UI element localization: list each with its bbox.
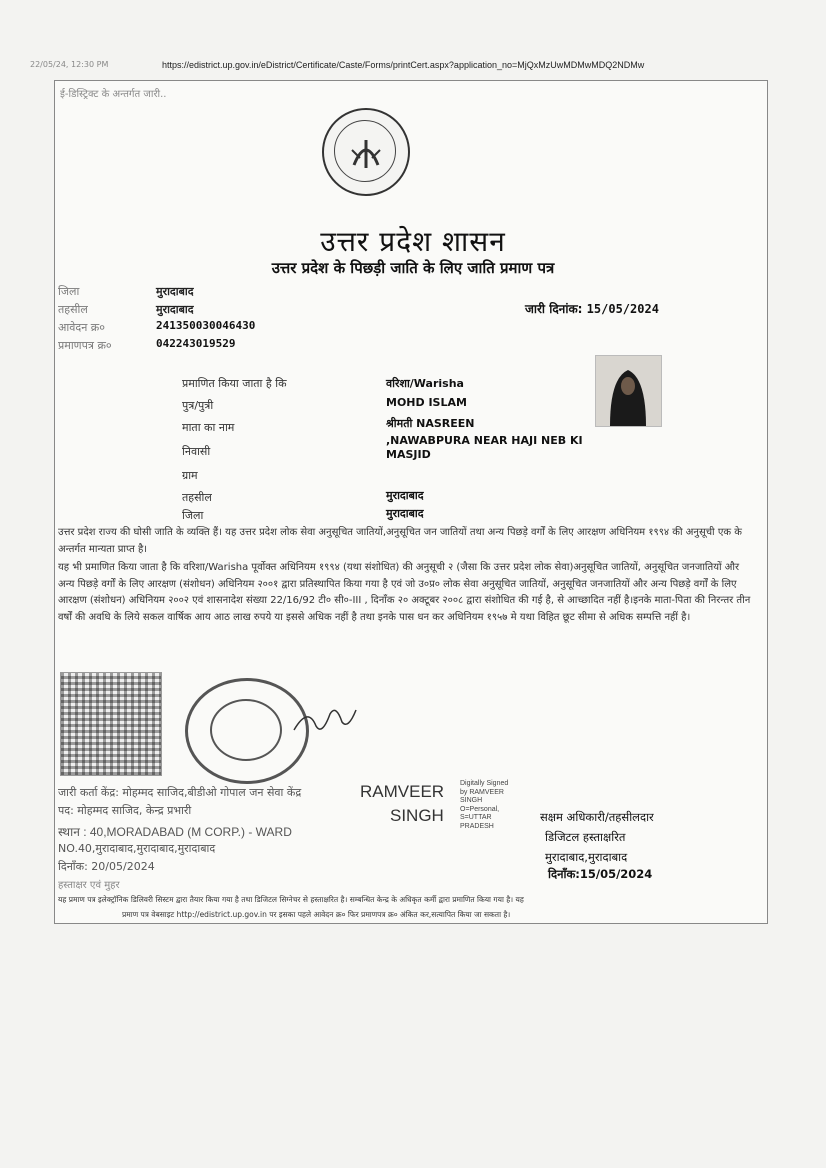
district-label: जिला <box>58 285 80 298</box>
detail-label-resident: निवासी <box>182 445 211 458</box>
detail-label-mother: माता का नाम <box>182 421 235 434</box>
certificate-paragraph-declaration: यह भी प्रमाणित किया जाता है कि वरिशा/Warisha पूर्वोक्त अधिनियम १९९४ (यथा संशोधित) की अनुसूची २ (जैसा कि उत्तर प्रदेश लोक सेवा)अनुसूचित जातियों, अनुसूचित जनजातियों और अन्य पिछड़े वर्गों के लिए आरक्षण (संशोधन) अधिनियम २००१ द्वारा प्रतिस्थापित किया गया है एवं जो उ०प्र० लोक सेवा अनुसूचित जातियों, अनुसूचित जनजातियों और अन्य पिछड़े वर्गों के लिए आरक्षण (संशोधन) अधिनियम २००२ एवं शासनादेश संख्या 22/16/92 टी० सी०-III , दिनाँक २० अक्टूबर २००८ द्वारा संशोधित की गई है, से आच्छादित नहीं है।इनके माता-पिता की निरन्तर तीन वर्षों की अवधि के लिये सकल वार्षिक आय आठ लाख रुपये या इससे अधिक नहीं है तथा इनके पास धन कर अधिनियम १९५७ मे यथा विहित छूट सीमा से अधिक सम्पत्ति नहीं है। <box>58 562 751 623</box>
tehsil-value: मुरादाबाद <box>156 303 194 316</box>
certificate-title: उत्तर प्रदेश के पिछड़ी जाति के लिए जाति प्रमाण पत्र <box>271 259 555 277</box>
issue-date-label: जारी दिनांक: <box>525 302 583 316</box>
detail-value-mother: श्रीमती NASREEN <box>386 417 475 430</box>
detail-label-certified: प्रमाणित किया जाता है कि <box>182 377 287 390</box>
issue-date <box>525 300 659 317</box>
detail-value-district: मुरादाबाद <box>386 507 424 520</box>
handwritten-signature <box>290 700 360 740</box>
digitally-signed-label: डिजिटल हस्ताक्षरित <box>545 830 626 844</box>
certificate-number-label: प्रमाणपत्र क्र० <box>58 339 112 352</box>
detail-label-village: ग्राम <box>182 469 198 482</box>
issued-under-note: ई-डिस्ट्रिक्ट के अन्तर्गत जारी.. <box>60 89 167 100</box>
application-number-label: आवेदन क्र० <box>58 321 105 334</box>
officer-title: सक्षम अधिकारी/तहसीलदार <box>540 810 654 824</box>
district-value: मुरादाबाद <box>156 285 194 298</box>
application-number-value: 241350030046430 <box>156 319 256 332</box>
issuer-date: दिनाँक: 20/05/2024 <box>58 860 155 873</box>
tehsil-label: तहसील <box>58 303 88 316</box>
issue-date-value: 15/05/2024 <box>586 302 659 316</box>
verification-note-line2: प्रमाण पत्र वेबसाइट http://edistrict.up.gov.in पर इसका पहले आवेदन क्र० फिर प्रमाणपत्र क्र० अंकित कर,सत्यापित किया जा सकता है। <box>122 910 511 919</box>
detail-label-district: जिला <box>182 509 204 522</box>
verification-note-line1: यह प्रमाण पत्र इलेक्ट्रॉनिक डिलिवरी सिस्टम द्वारा तैयार किया गया है तथा डिजिटल सिग्नेचर से हस्ताक्षरित है। सम्बन्धित केन्द्र के अधिकृत कर्मी द्वारा प्रमाणित किया गया है। यह <box>58 895 524 904</box>
digital-signer-name-line1: RAMVEER <box>360 782 445 801</box>
print-url: https://edistrict.up.gov.in/eDistrict/Certificate/Caste/Forms/printCert.aspx?application_no=MjQxMzUwMDMwMDQ2NDMw <box>162 60 645 70</box>
center-incharge: पद: मोहम्मद साजिद, केन्द्र प्रभारी <box>58 804 192 817</box>
government-title: उत्तर प्रदेश शासन <box>320 225 506 258</box>
issuing-center: जारी कर्ता केंद्र: मोहम्मद साजिद,बीडीओ गोपाल जन सेवा केंद्र <box>58 786 302 799</box>
print-timestamp: 22/05/24, 12:30 PM <box>30 60 109 69</box>
applicant-photo <box>595 355 662 427</box>
detail-value-father: MOHD ISLAM <box>386 396 467 409</box>
sign-and-seal-label: हस्ताक्षर एवं मुहर <box>58 880 120 891</box>
detail-value-name: वरिशा/Warisha <box>386 377 464 390</box>
certificate-number-value: 042243019529 <box>156 337 236 350</box>
up-government-emblem-icon <box>322 108 410 196</box>
detail-value-address: ,NAWABPURA NEAR HAJI NEB KI MASJID <box>386 434 583 461</box>
officer-place: मुरादाबाद,मुरादाबाद <box>545 850 628 864</box>
digital-signature-details: Digitally Signed by RAMVEER SINGH O=Personal, S=UTTAR PRADESH <box>460 780 509 830</box>
detail-label-tehsil: तहसील <box>182 491 212 504</box>
officer-date: दिनाँक:15/05/2024 <box>548 867 653 881</box>
issuing-place-ward: NO.40,मुरादाबाद,मुरादाबाद,मुरादाबाद <box>58 842 216 855</box>
certificate-paragraph-caste: उत्तर प्रदेश राज्य की घोसी जाति के व्यक्ति हैं। यह उत्तर प्रदेश लोक सेवा अनुसूचित जातियों,अनुसूचित जन जातियों तथा अन्य पिछड़े वर्गों के लिए आरक्षण अधिनियम १९९४ की अनुसूची एक के अन्तर्गत मान्यता प्राप्त है। <box>58 527 742 555</box>
detail-label-parent: पुत्र/पुत्री <box>182 399 214 412</box>
issuing-place: स्थान : 40,MORADABAD (M CORP.) - WARD <box>58 825 292 839</box>
qr-code <box>60 672 162 776</box>
digital-signer-name-line2: SINGH <box>390 806 444 825</box>
detail-value-tehsil: मुरादाबाद <box>386 489 424 502</box>
